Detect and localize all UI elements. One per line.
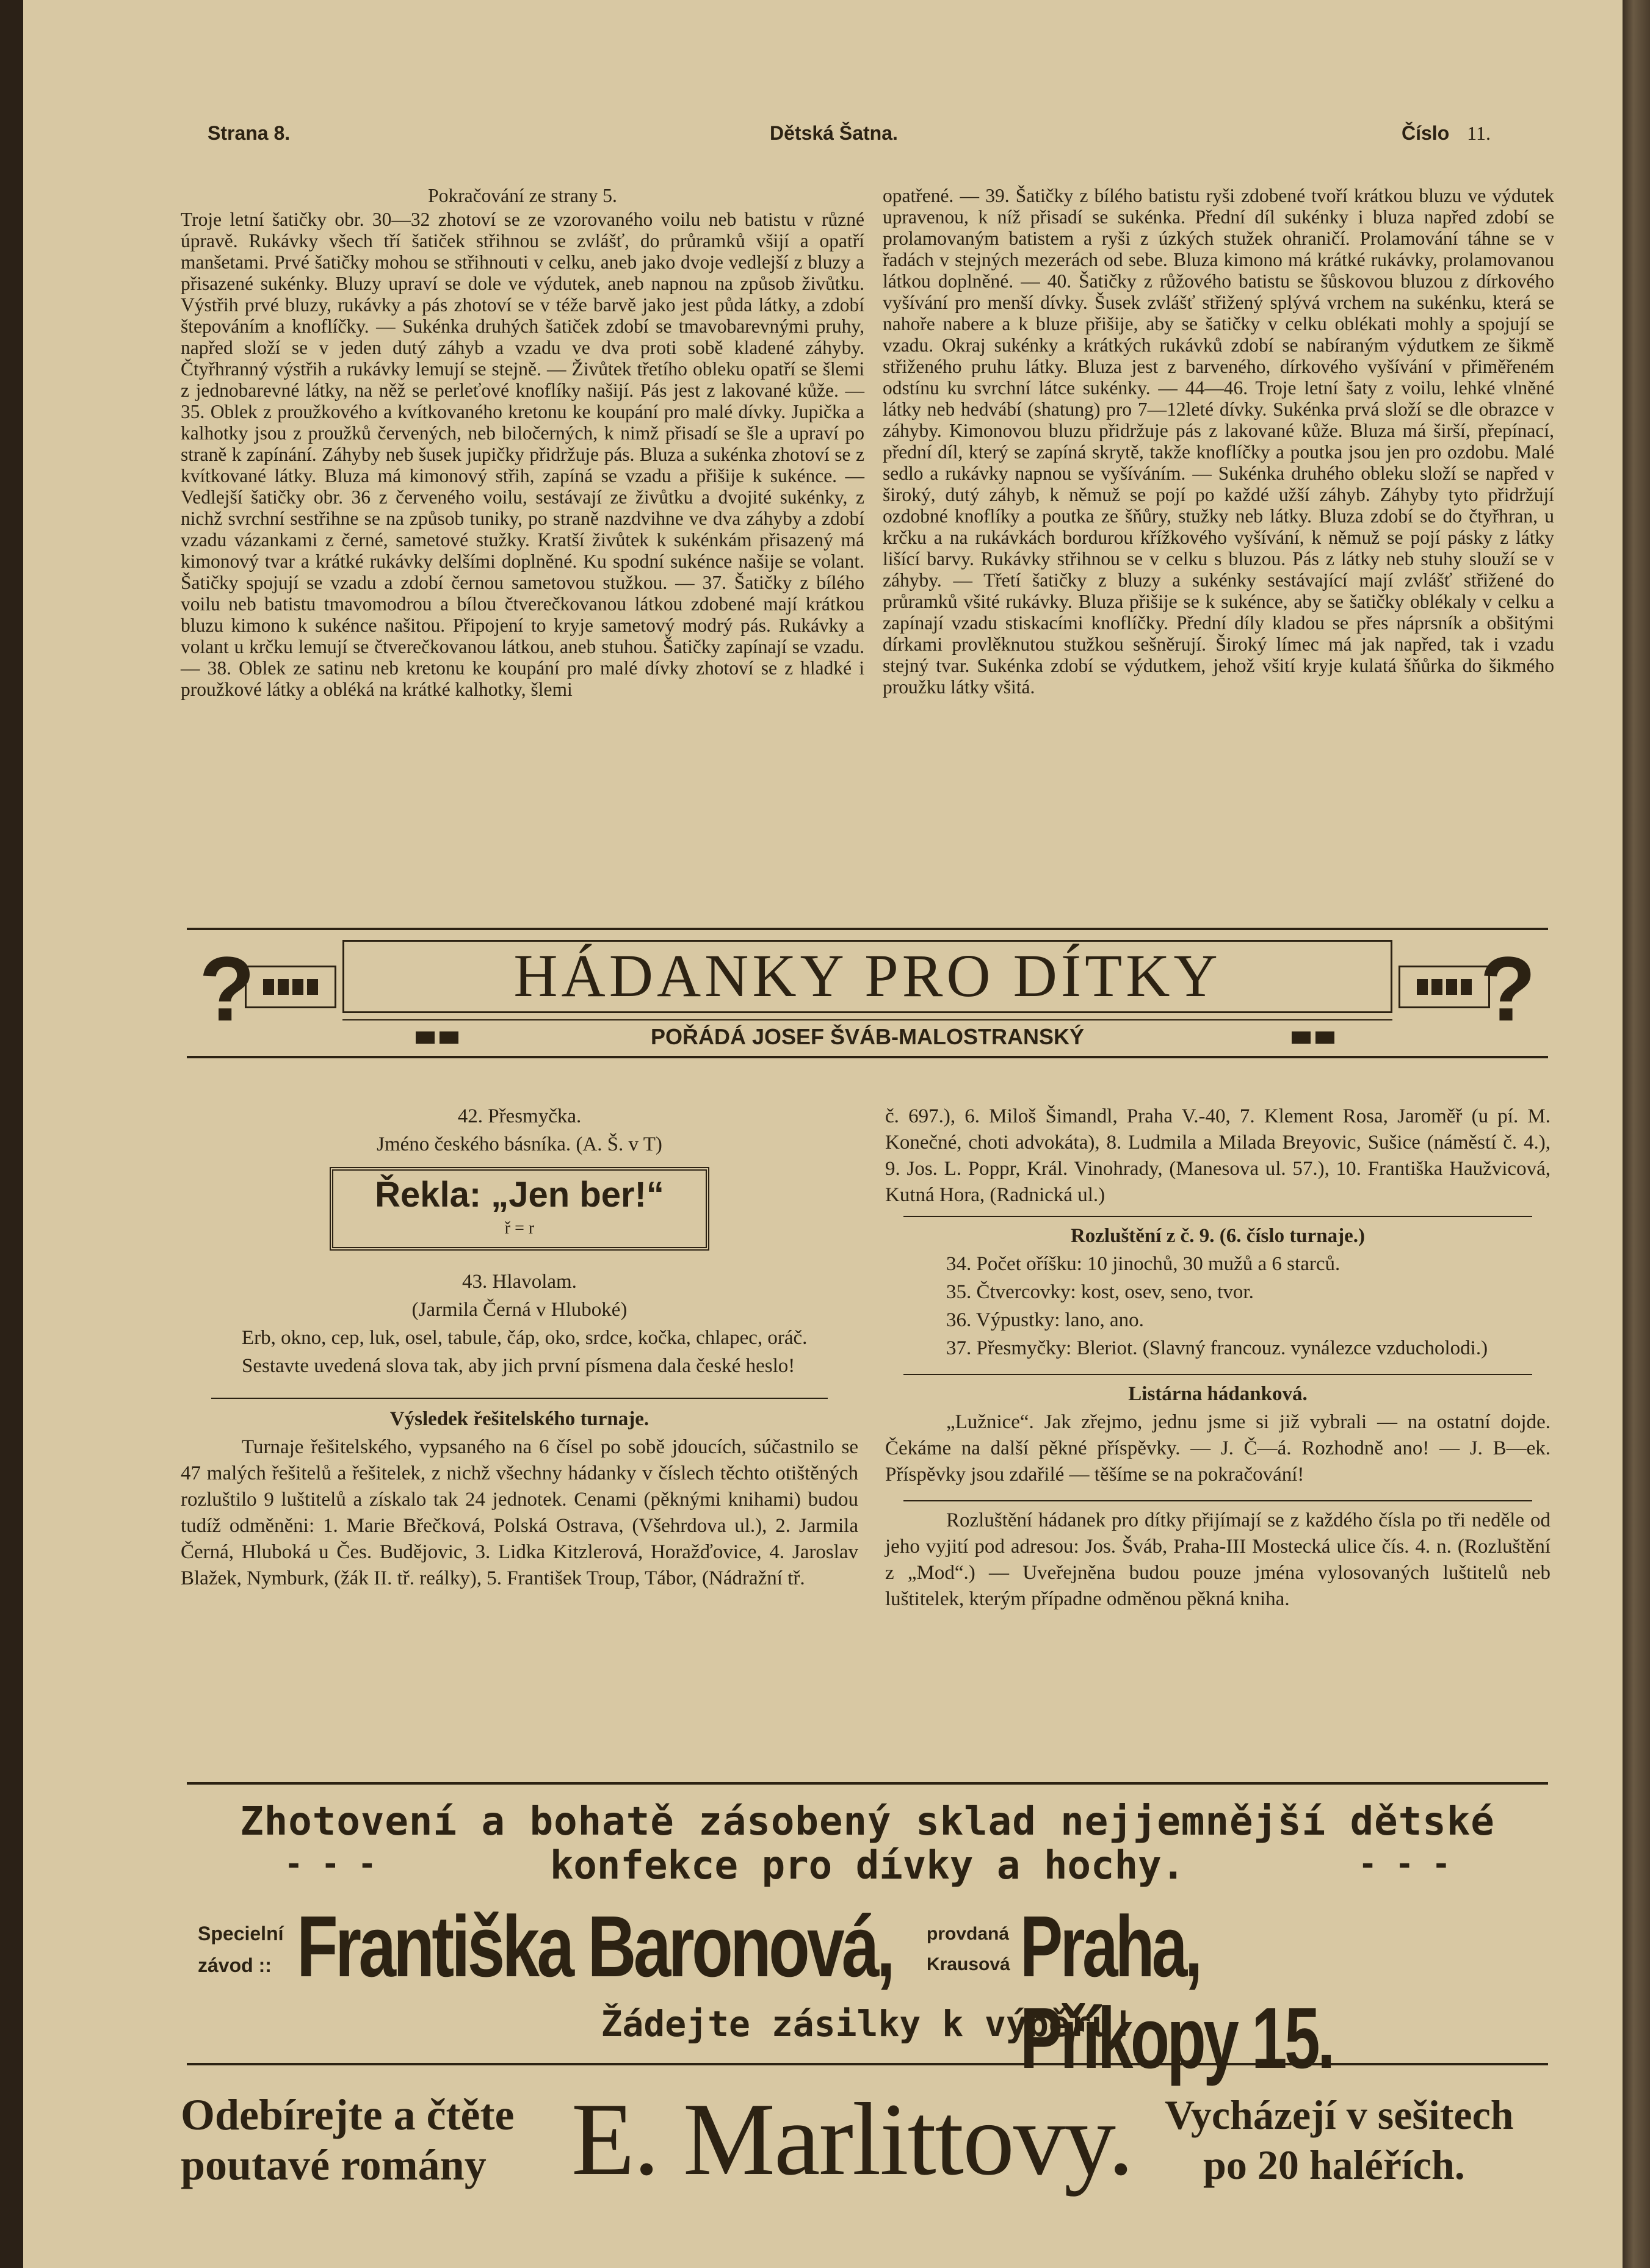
bar-icon [1446, 979, 1457, 995]
square-marks-left [416, 1031, 458, 1044]
ad1-married-1: provdaná [927, 1924, 1010, 1944]
bar-icon [263, 979, 274, 995]
section-divider [903, 1500, 1532, 1501]
ad2-left-2: poutavé romány [181, 2140, 487, 2189]
puzzle-42-box [330, 1167, 709, 1251]
banner-subtitle: POŘÁDÁ JOSEF ŠVÁB-MALOSTRANSKÝ [650, 1024, 1085, 1049]
issue-label-text: Číslo [1402, 122, 1450, 144]
bar-icon [278, 979, 289, 995]
ad1-special-2: závod :: [198, 1954, 272, 1976]
ad1-dashes-right: - - - [1358, 1846, 1450, 1882]
result-continued: č. 697.), 6. Miloš Šimandl, Praha V.-40, 7. Klement Rosa, Jaroměř (u pí. M. Konečné, choti advokáta), 8. Ludmila a Milada Breyovic, Sušice (náměstí č. 4.), 9. Jos. L. Poppr, Král. Vinohrady, (Manesova ul. 57.), 10. Františka Haužvicová, Kutná Hora, (Radnická ul.) [885, 1105, 1550, 1206]
ad2-right-1: Vycházejí v sešitech [1165, 2092, 1514, 2138]
advertisement-baronova [187, 1782, 1548, 2087]
banner-sub-rule [342, 1019, 1392, 1020]
section-divider [903, 1374, 1532, 1375]
ad1-address: Praha, Příkopy 15. [1020, 1898, 1333, 2087]
ad1-married-2: Krausová [927, 1954, 1010, 1974]
notice-text: Rozluštění hádanek pro dítky přijímají se z každého čísla po tři neděle od jeho vyjití pod adresou: Jos. Šváb, Praha-III Mostecká ulice čís. 4. n. (Rozluštění z „Mod“.) — Uveřejněna budou pouze jména vylosovaných luštitelů neb luštitelek, kterým případne odměnou pěkná kniha. [885, 1509, 1550, 1610]
bars-left [245, 966, 336, 1008]
section-divider [211, 1398, 828, 1399]
question-mark-right: ? [1480, 937, 1536, 1040]
article-left-column [181, 185, 864, 702]
ad1-line2: konfekce pro dívky a hochy. [549, 1843, 1185, 1888]
puzzles-banner [187, 928, 1548, 1059]
result-title: Výsledek řešitelského turnaje. [389, 1408, 650, 1430]
article-right-column [864, 185, 1554, 699]
banner-bottom-rule [187, 1056, 1548, 1058]
ad2-left-1: Odebírejte a čtěte [181, 2090, 515, 2139]
ad2-center: E. Marlittovy. [571, 2082, 1133, 2197]
puzzles-right-column [885, 1103, 1550, 1614]
newspaper-page [23, 0, 1623, 2268]
issue-label [1402, 122, 1491, 145]
ad1-special-1: Specielní [198, 1923, 284, 1945]
bar-icon [1431, 979, 1442, 995]
solution-37: 37. Přesmyčky: Bleriot. (Slavný francouz. vynálezce vzducholodi.) [946, 1337, 1488, 1359]
mailbox-title: Listárna hádanková. [1128, 1383, 1308, 1405]
issue-number: 11. [1467, 122, 1491, 144]
puzzles-left-column [181, 1103, 858, 1594]
ad1-dashes-left: - - - [284, 1846, 377, 1882]
ad1-line4: Žádejte zásilky k výběru! [601, 2003, 1134, 2045]
puzzle-43-subtitle: (Jarmila Černá v Hluboké) [411, 1299, 628, 1321]
bar-icon [1417, 979, 1428, 995]
question-mark-left: ? [199, 937, 255, 1040]
puzzle-43-instruction: Sestavte uvedená slova tak, aby jich první písmena dala české heslo! [242, 1355, 795, 1377]
puzzle-42-title: 42. Přesmyčka. [457, 1105, 582, 1127]
ad1-company-name: Františka Baronová, [297, 1898, 892, 1995]
solution-35: 35. Čtvercovky: kost, osev, seno, tvor. [946, 1281, 1254, 1303]
article-left-text: Troje letní šatičky obr. 30—32 zhotoví se ze vzorovaného voilu neb batistu v různé úpravě. Rukávky všech tří šatiček střihnou se zvlášť, do průramků všijí a opatří manšetami. Prvé šatičky mohou se střihnouti v celku, aneb jako dvoje vedlejší z bluzy a přisazené sukénky. Bluzy upraví se dole ve výdutek, aneb napnou na způsob živůtku. Výstřih prvé bluzy, rukávky a pás zhotoví se v téže barvě jako jest půda látky, a zdobí štepováním a knoflíčky. — Sukénka druhých šatiček zdobí se tmavobarevnými pruhy, napřed složí se v jeden dutý záhyb a vzadu ve dva proti sobě kladené záhyby. Čtyřhranný výstřih a rukávky lemují se stejně. — Živůtek třetího obleku opatří se šlemi z jednobarevné látky, na něž se perleťové knoflíky našijí. Pás jest z lakované kůže. — 35. Oblek z proužkového a kvítkovaného kretonu ke koupání pro malé dívky. Jupička a kalhotky jsou z proužků červených, neb biločerných, k nimž přisadí se šle a upraví po straně k zapínání. Záhyby neb šusek jupičky přidržuje pás. Bluza a sukénka zhotoví se z kvítkované látky. Bluza má kimonový střih, zapíná se vzadu a přišije k sukénce. — Vedlejší šatičky obr. 36 z červeného voilu, sestávají ze živůtku a dvojité sukénky, z nichž svrchní sestřihne se na způsob tuniky, po straně nazdvihne ve dva záhyby a zdobí vzadu vázankami z černé, sametové stužky. Kratší živůtek k sukénkám přisazený má kimonový tvar a krátké rukávky delšími doplněné. Ku spodní sukénce našije se volant. Šatičky spojují se vzadu a zdobí černou sametovou stužkou. — 37. Šatičky z bílého voilu neb batistu tmavomodrou a bílou čtverečkovanou látkou zdobené mají krátkou bluzu kimono k sukénce našitou. Připojení to kryje sametový modrý pás. Rukávky a volant u krčku lemují se čtverečkovanou látkou, aneb stuhou. Šatičky zapínají se vzadu. — 38. Oblek ze satinu neb kretonu ke koupání pro malé dívky zhotoví se z hladké i proužkové látky a obléká na krátké kalhotky, šlemi [181, 209, 864, 700]
ad2-right-2: po 20 haléřích. [1203, 2142, 1465, 2188]
publication-title: Dětská Šatna. [770, 122, 898, 144]
puzzle-43-words: Erb, okno, cep, luk, osel, tabule, čáp, oko, srdce, kočka, chlapec, oráč. [242, 1327, 808, 1349]
continued-note: Pokračování ze strany 5. [428, 185, 617, 206]
bars-right [1399, 966, 1490, 1008]
bar-icon [292, 979, 303, 995]
page-edge [1623, 0, 1650, 2268]
bar-icon [1461, 979, 1472, 995]
bar-icon [307, 979, 318, 995]
page-number-left: Strana 8. [208, 122, 291, 144]
solutions-title: Rozluštění z č. 9. (6. číslo turnaje.) [1070, 1225, 1366, 1247]
puzzle-43-title: 43. Hlavolam. [462, 1271, 577, 1293]
solution-34: 34. Počet oříšku: 10 jinochů, 30 mužů a 6 starců. [946, 1253, 1341, 1275]
advertisement-marlitt [181, 2078, 1548, 2249]
solution-36: 36. Výpustky: lano, ano. [946, 1309, 1144, 1331]
ad1-top-rule [187, 1782, 1548, 1785]
mailbox-text: „Lužnice“. Jak zřejmo, jednu jsme si již vybrali — na ostatní dojde. Čekáme na další pěkné příspěvky. — J. Č—á. Rozhodně ano! — J. B—ek. Příspěvky jsou zdařilé — těšíme se na pokračování! [885, 1411, 1550, 1486]
puzzle-42-note: ř = r [504, 1219, 535, 1238]
puzzle-42-subtitle: Jméno českého básníka. (A. Š. v T) [377, 1133, 662, 1155]
banner-top-rule [187, 928, 1548, 930]
square-marks-right [1292, 1031, 1334, 1044]
section-divider [903, 1216, 1532, 1217]
result-text: Turnaje řešitelského, vypsaného na 6 čísel po sobě jdoucích, súčastnilo se 47 malých řešitelů a řešitelek, z nichž všechny hádanky v číslech těchto otištěných rozluštilo 9 luštitelů a získalo tak 24 jednotek. Cenami (pěknými knihami) budou tudíž odměněni: 1. Marie Břečková, Polská Ostrava, (Všehrdova ul.), 2. Jarmila Černá, Hluboká u Čes. Budějovic, 3. Lidka Kitzlerová, Horažďovice, 4. Jaroslav Blažek, Nymburk, (žák II. tř. reálky), 5. František Troup, Tábor, (Nádražní tř. [181, 1436, 858, 1589]
banner-title: HÁDANKY PRO DÍTKY [513, 942, 1221, 1009]
article-right-text: opatřené. — 39. Šatičky z bílého batistu ryši zdobené tvoří krátkou bluzu ve výdutek upravenou, k níž přisadí se sukénka. Přední díl sukénky i bluza napřed zdobí se prolamovaným batistem a ryši z úzkých stužek ohraničí. Prolamování táhne se v řadách v stejných mezerách od sebe. Bluza kimono má krátké rukávky, prolamovanou látkou doplněné. — 40. Šatičky z růžového batistu se šůskovou bluzou z dírkového vyšívání pro menší dívky. Šusek zvlášť střižený splývá vrchem na sukénku, která se nahoře nabere a k bluze přišije, aby se šatičky v celku oblékati mohly a spojují se vzadu. Okraj sukénky a krátkých rukávků zdobí se nabíraným výdutkem ze šikmě střiženého pruhu látky. Bluza jest z barveného, dírkového vyšívání v přiměřeném odstínu ku svrchní látce sukénky. — 44—46. Troje letní šaty z voilu, lehké vlněné látky neb hedvábí (shatung) pro 7—12leté dívky. Sukénka prvá složí se dle obrazce v záhyby. Kimonovou bluzu přidržuje pás z lakované kůže. Bluza má širší, přepínací, přední díl, který se zapíná skrytě, takže knoflíčky a poutka jsou jen pro ozdobu. Malé sedlo a rukávky napnou se vyšíváním. — Sukénka druhého obleku složí se napřed v široký, dutý záhyb, k němuž se pojí po každé užší záhyb. Záhyby tyto přidržují ozdobné knoflíky a poutka ze šňůry, stužky neb látky. Bluza zdobí se do čtyřhran, u krčku a na rukávkách bordurou křížkového vyšívání, k němuž se pojí pásky z látky lišící barvy. Rukávky střihnou se v celku s bluzou. Pás z látky neb stuhy slouží se v záhyby. — Třetí šatičky z bluzy a sukénky sestávající mají zvlášť střižené do průramků všité rukávky. Bluza přišije se k sukénce, aby se šatičky oblékaly v celku a zapínají vzadu stiskacími knoflíčky. Přední díly kladou se přes náprsník a obšitými dírkami provlěknutou stužkou sešněrují. Široký límec má jak napřed, tak i vzadu stejný tvar. Sukénka zdobí se výdutkem, jehož všití kryje kulatá šňůrka do šikmého proužku látky všitá. [883, 185, 1554, 698]
puzzle-42-phrase: Řekla: „Jen ber!“ [375, 1175, 664, 1215]
ad1-line1: Zhotovení a bohatě zásobený sklad nejjemnější dětské [240, 1799, 1495, 1844]
